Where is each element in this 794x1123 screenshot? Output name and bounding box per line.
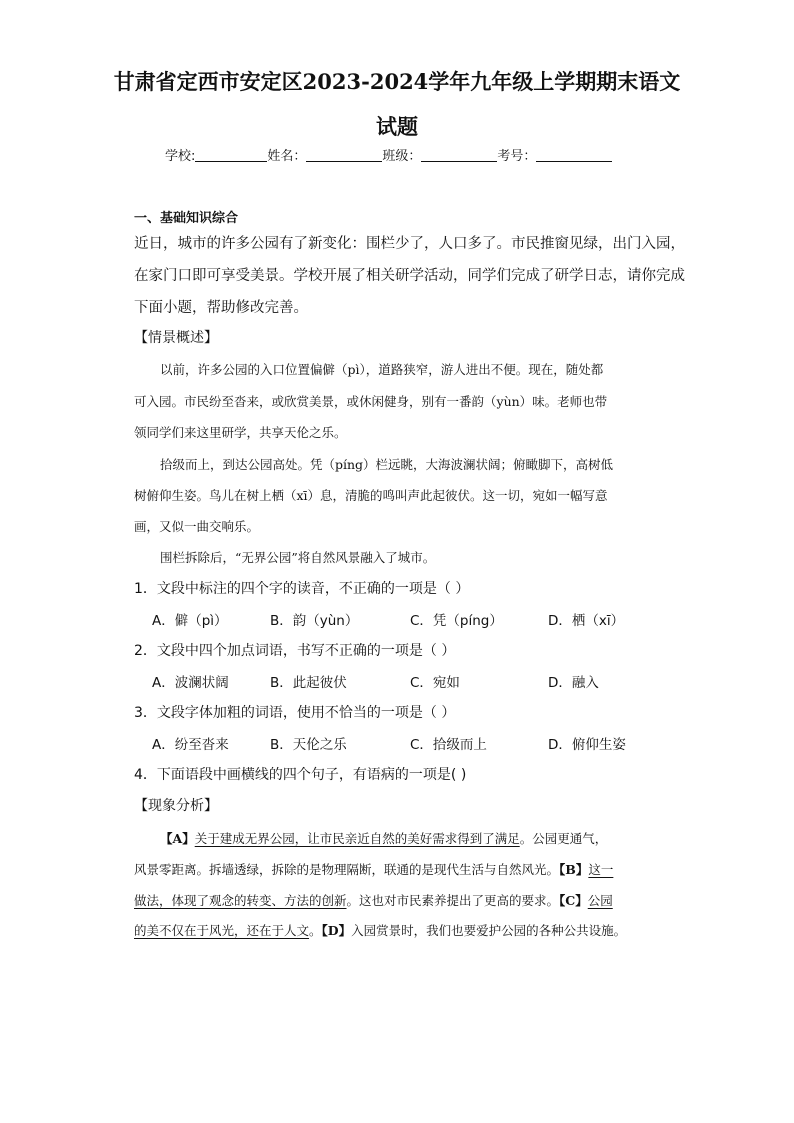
name-label: 姓名：: [267, 149, 307, 164]
analysis-tag: 【现象分析】: [134, 798, 218, 814]
option-b: B．韵（yùn）: [270, 613, 359, 629]
doc-title-line1: 甘肃省定西市安定区2023-2024学年九年级上学期期末语文: [113, 69, 681, 94]
analysis-line: [160, 829, 607, 847]
analysis-text: 。: [309, 923, 322, 938]
marker-c: 【C】: [559, 893, 588, 908]
option-d: D．俯仰生姿: [548, 737, 626, 753]
student-info-row: [165, 145, 612, 164]
school-blank: [195, 148, 267, 162]
school-label: 学校:: [165, 149, 196, 164]
marker-a: 【A】: [160, 831, 195, 846]
underlined-sentence-c: 公园: [587, 893, 613, 908]
passage-line: 围栏拆除后，“无界公园”将自然风景融入了城市。: [160, 550, 436, 565]
underlined-sentence-b: 这一: [588, 862, 614, 877]
intro-line: 在家门口即可享受美景。学校开展了相关研学活动，同学们完成了研学日志，请你完成: [134, 268, 685, 284]
underlined-sentence-c: 的美不仅在于风光，还在于人文: [134, 923, 310, 938]
option-d: D．融入: [548, 675, 599, 691]
passage-line: 以前，许多公园的入口位置偏僻（pì），道路狭窄，游人进出不便。现在，随处都: [160, 362, 604, 377]
option-c: C．宛如: [410, 675, 460, 691]
underlined-sentence-a: 关于建成无界公园，让市民亲近自然的美好需求得到了满足: [194, 831, 520, 846]
analysis-text: 。公园更通气，: [519, 831, 608, 846]
passage-line: 领同学们来这里研学，共享天伦之乐。: [134, 425, 347, 440]
passage-line: 画，又似一曲交响乐。: [134, 519, 260, 534]
analysis-text: 。这也对市民素养提出了更高的要求。: [346, 893, 560, 908]
intro-line: 近日，城市的许多公园有了新变化：围栏少了，人口多了。市民推窗见绿，出门入园，: [134, 236, 685, 252]
scene-tag: 【情景概述】: [134, 330, 218, 346]
option-a: A．纷至沓来: [152, 737, 229, 753]
option-a: A．僻（pì）: [152, 613, 228, 629]
number-blank: [536, 148, 612, 162]
question-stem: 1．文段中标注的四个字的读音，不正确的一项是（ ）: [134, 581, 470, 597]
option-c: C．凭（píng）: [410, 613, 503, 629]
analysis-text: 入园赏景时，我们也要爱护公园的各种公共设施。: [351, 923, 627, 938]
section-heading: 一、基础知识综合: [134, 211, 239, 226]
option-b: B．天伦之乐: [270, 737, 347, 753]
analysis-text: 风景零距离。拆墙透绿，拆除的是物理隔断，联通的是现代生活与自然风光。: [134, 862, 560, 877]
underlined-sentence-b: 做法，体现了观念的转变、方法的创新: [134, 893, 347, 908]
class-label: 班级：: [382, 149, 422, 164]
marker-d: 【D】: [321, 923, 352, 938]
passage-line: 可入园。市民纷至沓来，或欣赏美景，或休闲健身，别有一番韵（yùn）味。老师也带: [134, 394, 608, 409]
question-stem: 2．文段中四个加点词语，书写不正确的一项是（ ）: [134, 643, 456, 659]
name-blank: [306, 148, 382, 162]
question-stem: 4．下面语段中画横线的四个句子，有语病的一项是( ): [134, 767, 467, 783]
option-c: C．拾级而上: [410, 737, 487, 753]
option-b: B．此起彼伏: [270, 675, 347, 691]
intro-line: 下面小题，帮助修改完善。: [134, 300, 308, 316]
analysis-line: [134, 860, 613, 878]
number-label: 考号：: [497, 149, 537, 164]
option-d: D．栖（xī）: [548, 613, 625, 629]
passage-line: 拾级而上，到达公园高处。凭（píng）栏远眺，大海波澜状阔；俯瞰脚下，高树低: [160, 457, 614, 472]
doc-title-line2: 试题: [376, 114, 418, 139]
question-stem: 3．文段字体加粗的词语，使用不恰当的一项是（ ）: [134, 705, 456, 721]
marker-b: 【B】: [559, 862, 589, 877]
passage-line: 树俯仰生姿。鸟儿在树上栖（xī）息，清脆的鸣叫声此起彼伏。这一切，宛如一幅写意: [134, 488, 608, 503]
class-blank: [421, 148, 497, 162]
option-a: A．波澜状阔: [152, 675, 229, 691]
analysis-line: [134, 891, 613, 909]
analysis-line: [134, 921, 626, 939]
